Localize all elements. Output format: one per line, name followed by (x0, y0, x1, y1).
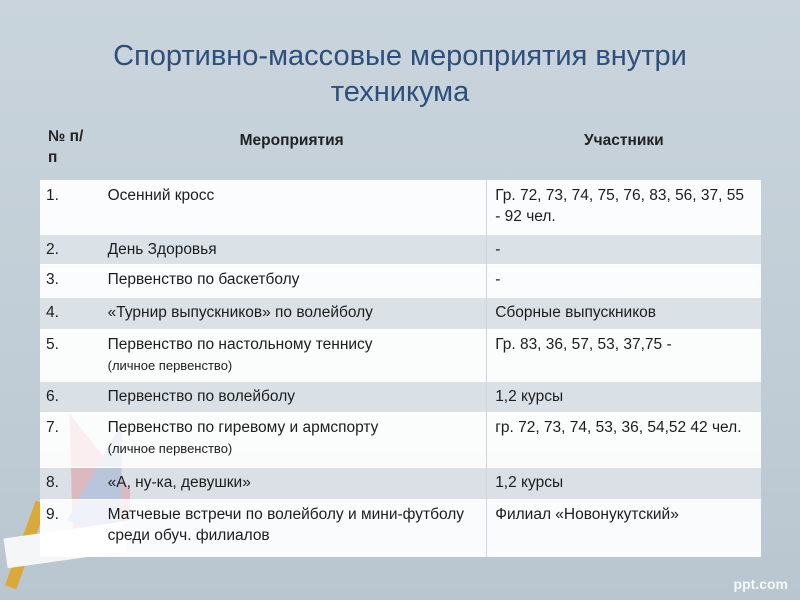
event-note: (личное первенство) (107, 357, 233, 373)
table-row: 6. Первенство по волейболу 1,2 курсы (40, 381, 761, 412)
title-line-1: Спортивно-массовые мероприятия внутри (113, 40, 687, 72)
header-event: Мероприятия (239, 132, 344, 149)
table-row: 5. Первенство по настольному теннису (личное первенство) Гр. 83, 36, 57, 53, 37,75 - (40, 329, 761, 381)
table-row: 7. Первенство по гиревому и армспорту (личное первенство) гр. 72, 73, 74, 53, 36, 54,52 42 чел. (40, 412, 761, 467)
table-header-row (40, 122, 761, 180)
table-row: 3. Первенство по баскетболу - (40, 264, 761, 297)
table-row: 2. День Здоровья - (40, 234, 761, 264)
events-table (40, 122, 761, 557)
table-row: 8. «А, ну-ка, девушки» 1,2 курсы (40, 467, 761, 499)
event-name: Первенство по гиревому и армспорту (107, 418, 379, 436)
table-row: 4. «Турнир выпускников» по волейболу Сборные выпускников (40, 297, 761, 329)
event-note: (личное первенство) (107, 440, 233, 456)
table-row: 9. Матчевые встречи по волейболу и мини-футболу среди обуч. филиалов Филиал «Новонукутский» (40, 499, 761, 557)
watermark: ppt.com (733, 576, 788, 592)
title-line-2: техникума (330, 76, 470, 108)
slide-title (0, 38, 800, 110)
event-name: Первенство по настольному теннису (107, 335, 373, 353)
header-participants: Участники (584, 132, 664, 149)
header-num: № п/п (48, 128, 84, 166)
table-row: 1. Осенний кросс Гр. 72, 73, 74, 75, 76, 83, 56, 37, 55 - 92 чел. (40, 180, 761, 234)
